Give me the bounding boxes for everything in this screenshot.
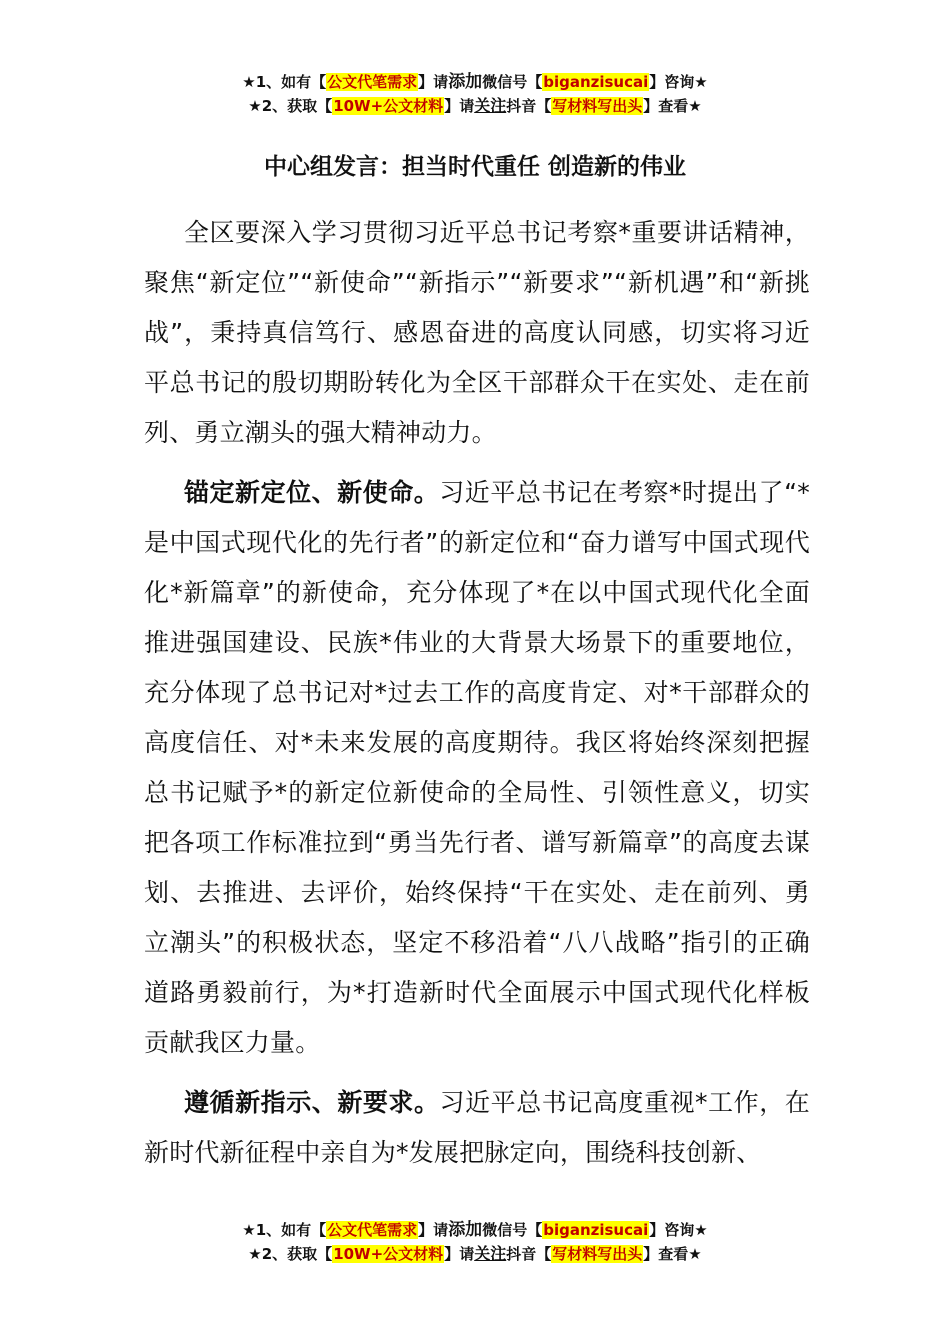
document-title: 中心组发言：担当时代重任 创造新的伟业 <box>263 154 686 180</box>
banner-emphasis: 关注 <box>474 1244 507 1263</box>
banner-text: ★2、获取【 <box>248 1245 333 1263</box>
banner-line-2 <box>0 1242 950 1266</box>
banner-text: 】查看★ <box>643 1245 702 1263</box>
banner-emphasis: 关注 <box>474 96 507 115</box>
paragraph-1 <box>144 208 810 458</box>
banner-wechat-id: biganzisucai <box>543 1221 649 1239</box>
banner-highlight: 10W+公文材料 <box>333 1245 444 1263</box>
banner-text: 微信号【 <box>482 1221 543 1239</box>
banner-text: 】请 <box>418 73 449 91</box>
banner-emphasis: 添加 <box>448 1220 483 1240</box>
paragraph-2 <box>144 468 810 1068</box>
banner-wechat-id: biganzisucai <box>543 73 649 91</box>
banner-text: 抖音【 <box>506 97 552 115</box>
banner-text: 抖音【 <box>506 1245 552 1263</box>
paragraph-lead: 遵循新指示、新要求。 <box>184 1088 440 1117</box>
banner-line-1 <box>0 1218 950 1242</box>
banner-text: 】咨询★ <box>649 73 708 91</box>
footer-banner <box>0 1218 950 1266</box>
banner-text: ★2、获取【 <box>248 97 333 115</box>
banner-emphasis: 添加 <box>448 72 483 92</box>
paragraph-lead: 锚定新定位、新使命。 <box>184 478 440 507</box>
banner-text: ★1、如有【 <box>242 73 327 91</box>
banner-douyin-id: 写材料写出头 <box>552 1245 643 1263</box>
header-banner <box>0 70 950 118</box>
banner-highlight: 10W+公文材料 <box>333 97 444 115</box>
paragraph-text: 全区要深入学习贯彻习近平总书记考察*重要讲话精神，聚焦“新定位”“新使命”“新指示”“新要求”“新机遇”和“新挑战”，秉持真信笃行、感恩奋进的高度认同感，切实将习近平总书记的殷切期盼转化为全区干部群众干在实处、走在前列、勇立潮头的强大精神动力。 <box>144 218 810 447</box>
banner-text: 】咨询★ <box>649 1221 708 1239</box>
banner-text: 】请 <box>444 97 475 115</box>
banner-text: 】查看★ <box>643 97 702 115</box>
paragraph-text: 习近平总书记高度重视*工作，在新时代新征程中亲自为*发展把脉定向，围绕科技创新、 <box>144 1088 810 1167</box>
paragraph-3 <box>144 1078 810 1178</box>
banner-text: 】请 <box>418 1221 449 1239</box>
banner-highlight: 公文代笔需求 <box>327 1221 418 1239</box>
paragraph-text: 习近平总书记在考察*时提出了“*是中国式现代化的先行者”的新定位和“奋力谱写中国式现代化*新篇章”的新使命，充分体现了*在以中国式现代化全面推进强国建设、民族*伟业的大背景大场景下的重要地位，充分体现了总书记对*过去工作的高度肯定、对*干部群众的高度信任、对*未来发展的高度期待。我区将始终深刻把握总书记赋予*的新定位新使命的全局性、引领性意义，切实把各项工作标准拉到“勇当先行者、谱写新篇章”的高度去谋划、去推进、去评价，始终保持“干在实处、走在前列、勇立潮头”的积极状态，坚定不移沿着“八八战略”指引的正确道路勇毅前行，为*打造新时代全面展示中国式现代化样板贡献我区力量。 <box>144 478 810 1057</box>
banner-text: 微信号【 <box>482 73 543 91</box>
banner-highlight: 公文代笔需求 <box>327 73 418 91</box>
banner-line-2 <box>0 94 950 118</box>
document-body <box>144 208 810 1188</box>
banner-douyin-id: 写材料写出头 <box>552 97 643 115</box>
banner-text: 】请 <box>444 1245 475 1263</box>
banner-line-1 <box>0 70 950 94</box>
banner-text: ★1、如有【 <box>242 1221 327 1239</box>
